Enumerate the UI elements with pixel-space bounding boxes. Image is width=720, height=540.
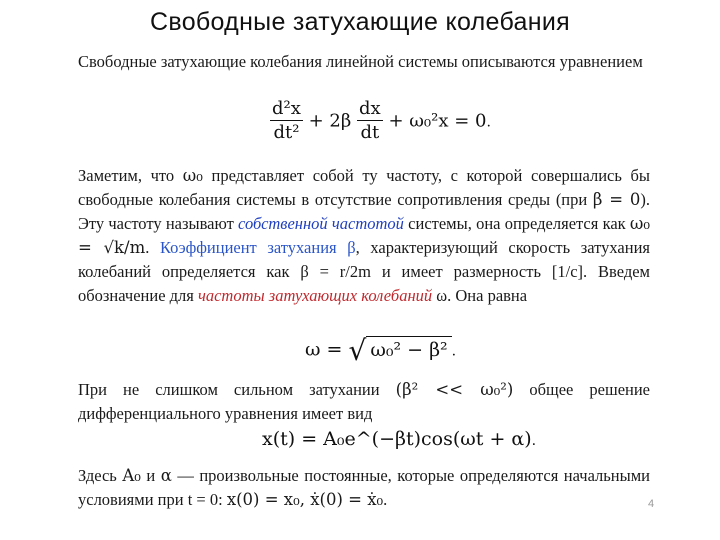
initial-conditions: x(0) = x₀, ẋ(0) = ẋ₀ (226, 490, 384, 509)
first-derivative-fraction (357, 98, 383, 145)
para2-t1: Заметим, что (78, 166, 183, 185)
para3-t2: общее решение дифференциального уравнения имеет вид (78, 380, 650, 423)
para4-t4: . (383, 490, 388, 509)
own-frequency-term: собственной частотой (238, 214, 404, 233)
para2-t3: ). Эту частоту называют (78, 190, 650, 233)
eq1-num2: dx (359, 98, 381, 119)
slide-title: Свободные затухающие колебания (150, 8, 570, 36)
alpha-symbol: α (160, 466, 172, 485)
para4-t3: — произвольные постоянные, которые определяются начальными условиями при t = 0: (78, 466, 650, 509)
para2-t6: , характеризующий скорость затухания колебаний определяется как β = r/2m и имеет размерность [1/с]. Введем обозначение для (78, 238, 650, 305)
radical-sign-icon: √ (348, 334, 367, 367)
eq2-dot: . (451, 343, 457, 360)
para3-t1: При не слишком сильном затухании (78, 380, 396, 399)
para2-t7: ω. Она равна (432, 286, 528, 305)
para4-t1: Здесь (78, 466, 123, 485)
damped-frequency-term: частоты затухающих колебаний (197, 286, 433, 305)
eq1-dot: . (486, 114, 491, 131)
para2-t5: . (145, 238, 160, 257)
para2-t4: системы, она определяется как (403, 214, 630, 233)
page-number: 4 (648, 498, 655, 510)
definitions-paragraph (78, 164, 650, 308)
eq1-plus1: + 2β (308, 110, 352, 132)
damped-frequency-equation (305, 336, 456, 365)
beta-zero: β = 0 (592, 190, 641, 209)
eq1-num1: d²x (272, 98, 301, 119)
eq1-den1: dt² (273, 122, 300, 143)
damping-coefficient-term: Коэффициент затухания β (160, 238, 356, 257)
weak-damping-condition: (β² << ω₀²) (395, 380, 514, 399)
omega0-definition: ω₀ = √k/m (78, 214, 650, 257)
eq1-rest: + ω₀²x = 0 (388, 110, 487, 132)
constants-paragraph (78, 464, 650, 512)
para2-t2: представляет собой ту частоту, с которой совершались бы свободные колебания системы в отсутствие сопротивления среды (при (78, 166, 650, 209)
eq3-text: x(t) = A₀e^(−βt)cos(ωt + α) (262, 428, 532, 450)
intro-text: Свободные затухающие колебания линейной системы описываются уравнением (78, 52, 643, 71)
damped-oscillation-equation (270, 98, 491, 145)
eq1-den2: dt (360, 122, 380, 143)
omega0-symbol: ω₀ (182, 166, 203, 185)
amplitude-symbol: A₀ (122, 466, 141, 485)
eq2-lhs: ω = (305, 338, 343, 361)
eq3-dot: . (531, 433, 537, 449)
para4-t2: и (140, 466, 161, 485)
eq2-radicand: ω₀² − β² (366, 336, 451, 361)
solution-paragraph (78, 378, 650, 426)
second-derivative-fraction (270, 98, 303, 145)
intro-paragraph (78, 50, 650, 74)
general-solution-equation (262, 428, 536, 450)
square-root (349, 336, 452, 365)
